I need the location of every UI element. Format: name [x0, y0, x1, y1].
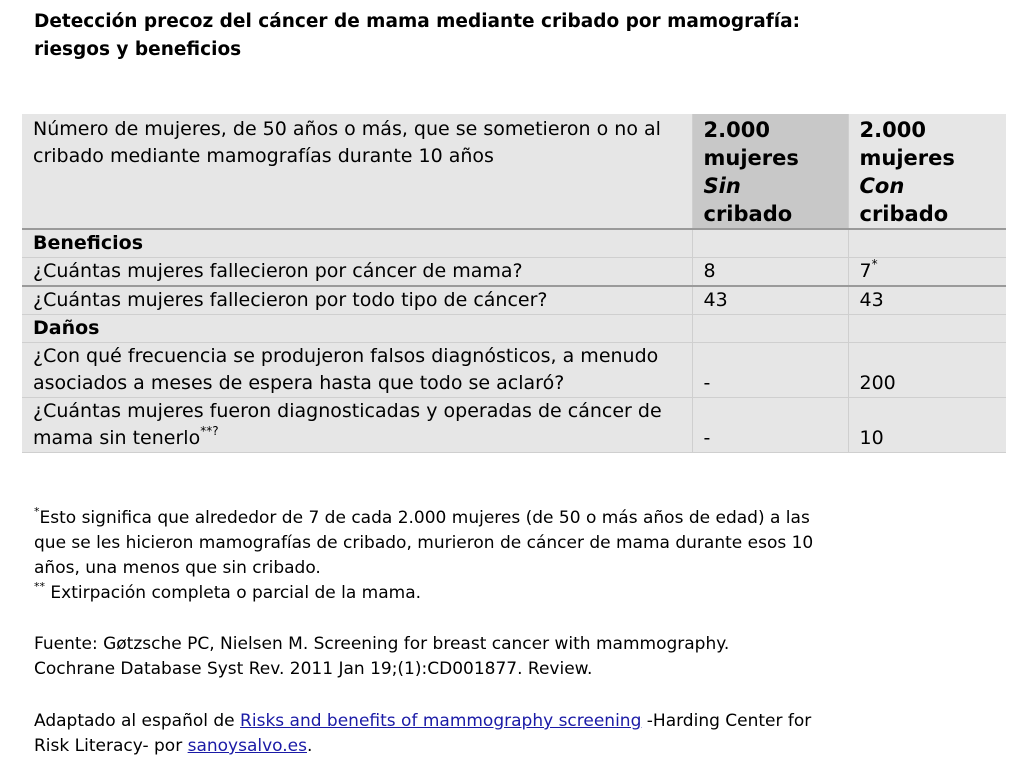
row-value-no-screening: 43 — [692, 286, 848, 315]
sanoysalvo-link[interactable]: sanoysalvo.es — [187, 736, 307, 756]
adaptation-line-1 — [34, 709, 1004, 734]
adaptation-prefix: Adaptado al español de — [34, 711, 241, 731]
empty-cell — [692, 315, 848, 343]
header-description: Número de mujeres, de 50 años o más, que se sometieron o no al cribado mediante mamografías durante 10 años — [22, 114, 692, 229]
risks-benefits-link[interactable]: Risks and benefits of mammography screening — [240, 711, 642, 731]
empty-cell — [848, 315, 1006, 343]
row-value-no-screening: - — [692, 343, 848, 398]
header-no-screening-group: Sin — [703, 174, 741, 198]
header-no-screening — [692, 114, 848, 229]
header-no-screening-count: 2.000 — [703, 118, 770, 142]
row-value-screening — [848, 258, 1006, 287]
row-value-screening: 200 — [848, 343, 1006, 398]
value-text: 7 — [859, 260, 872, 282]
footnote-2 — [34, 581, 1004, 606]
title-line-1: Detección precoz del cáncer de mama mediante cribado por mamografía: — [34, 11, 800, 32]
row-value-no-screening: 8 — [692, 258, 848, 287]
source-line-2: Cochrane Database Syst Rev. 2011 Jan 19;(1):CD001877. Review. — [34, 659, 593, 679]
document-title — [34, 8, 994, 64]
row-value-screening: 10 — [848, 398, 1006, 453]
row-value-no-screening: - — [692, 398, 848, 453]
footnote-1-line-2: que se les hicieron mamografías de cribado, murieron de cáncer de mama durante esos 10 — [34, 533, 814, 553]
table-row — [22, 398, 1006, 453]
table-row — [22, 286, 1006, 315]
section-label-benefits: Beneficios — [22, 229, 692, 258]
footnote-mark: * — [871, 257, 878, 271]
footnote-1 — [34, 506, 1004, 531]
adaptation-credit — [34, 709, 1004, 759]
footnote-2-text: Extirpación completa o parcial de la mama. — [50, 583, 422, 603]
question-text: ¿Cuántas mujeres fueron diagnosticadas y operadas de cáncer de mama sin tenerlo — [33, 400, 662, 449]
empty-cell — [848, 229, 1006, 258]
header-no-screening-word: cribado — [703, 202, 793, 226]
header-screening-group: Con — [859, 174, 905, 198]
adaptation-middle-1: -Harding Center for — [641, 711, 812, 731]
adaptation-middle-2: Risk Literacy- por — [34, 736, 188, 756]
section-row-benefits — [22, 229, 1006, 258]
footnote-mark: **? — [200, 424, 219, 438]
header-no-screening-unit: mujeres — [703, 146, 799, 170]
adaptation-line-2 — [34, 734, 1004, 759]
footnote-1-mark: * — [34, 505, 40, 518]
row-question: ¿Cuántas mujeres fallecieron por todo tipo de cáncer? — [22, 286, 692, 315]
source-citation — [34, 632, 1004, 682]
header-screening-count: 2.000 — [859, 118, 926, 142]
row-value-screening: 43 — [848, 286, 1006, 315]
section-label-harms: Daños — [22, 315, 692, 343]
table-row — [22, 258, 1006, 287]
header-screening — [848, 114, 1006, 229]
table-header-row — [22, 114, 1006, 229]
table-row — [22, 343, 1006, 398]
section-row-harms — [22, 315, 1006, 343]
footnotes — [34, 506, 1004, 606]
source-line-1: Fuente: Gøtzsche PC, Nielsen M. Screening for breast cancer with mammography. — [34, 634, 730, 654]
fact-box-table — [22, 114, 1006, 453]
adaptation-suffix: . — [307, 736, 313, 756]
row-question: ¿Cuántas mujeres fallecieron por cáncer de mama? — [22, 258, 692, 287]
footnote-1-line-1: Esto significa que alrededor de 7 de cada 2.000 mujeres (de 50 o más años de edad) a las — [39, 508, 810, 528]
row-question — [22, 398, 692, 453]
footnote-1-line-3: años, una menos que sin cribado. — [34, 558, 321, 578]
footnote-2-mark: ** — [34, 580, 45, 593]
title-line-2: riesgos y beneficios — [34, 39, 242, 60]
row-question: ¿Con qué frecuencia se produjeron falsos diagnósticos, a menudo asociados a meses de espera hasta que todo se aclaró? — [22, 343, 692, 398]
header-screening-unit: mujeres — [859, 146, 955, 170]
header-screening-word: cribado — [859, 202, 949, 226]
empty-cell — [692, 229, 848, 258]
